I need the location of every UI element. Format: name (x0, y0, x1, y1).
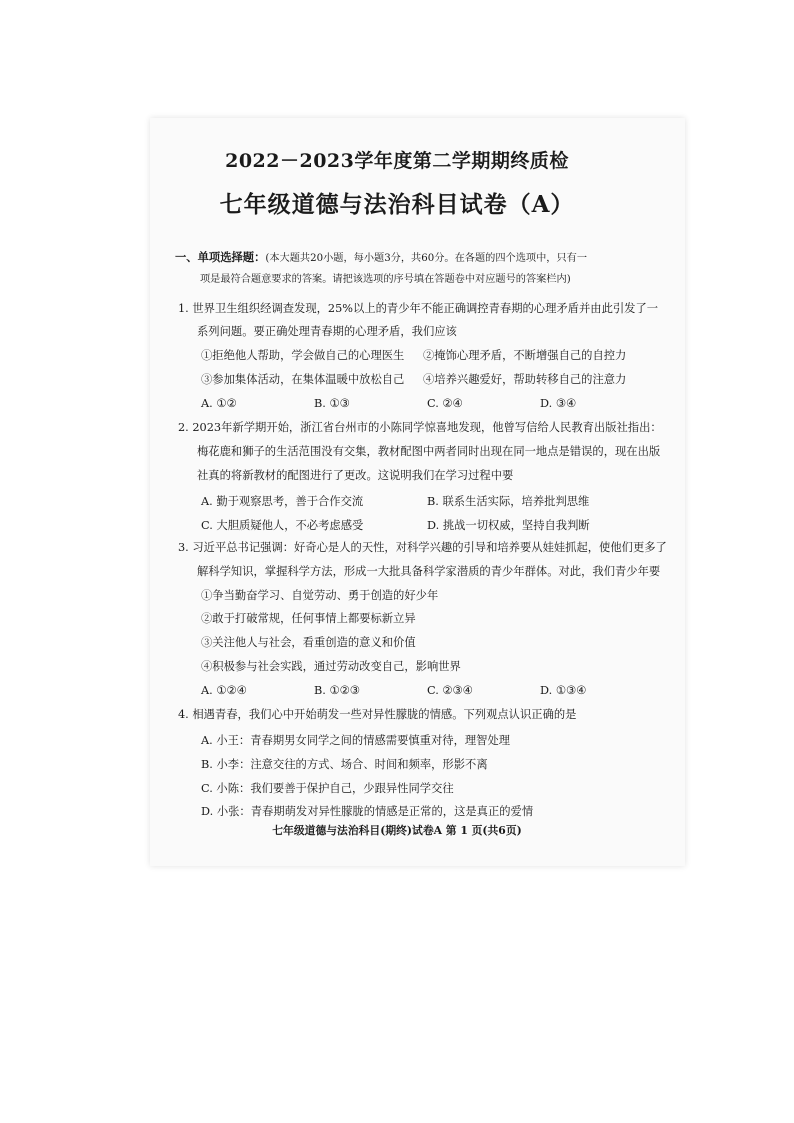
q3-stem-line2: 解科学知识，掌握科学方法，形成一大批具备科学家潜质的青少年群体。对此，我们青少年要 (197, 565, 661, 578)
section-label: 一、单项选择题： (175, 250, 266, 264)
exam-subject-title: 七年级道德与法治科目试卷（A） (219, 191, 575, 218)
q3-statement-4: ④积极参与社会实践，通过劳动改变自己，影响世界 (201, 660, 461, 673)
q3-statement-2: ②敢于打破常规，任何事情上都要标新立异 (201, 612, 416, 625)
q3-statement-1: ①争当勤奋学习、自觉劳动、勇于创造的好少年 (201, 589, 439, 602)
q4-option-d[interactable]: D. 小张：青春期萌发对异性朦胧的情感是正常的，这是真正的爱情 (201, 805, 534, 818)
q3-option-c[interactable]: C. ②③④ (427, 684, 473, 697)
q4-option-a[interactable]: A. 小王：青春期男女同学之间的情感需要慎重对待，理智处理 (201, 734, 511, 747)
q1-stem-line1: 1. 世界卫生组织经调查发现，25%以上的青少年不能正确调控青春期的心理矛盾并由此引发了一 (178, 302, 659, 315)
q3-option-b[interactable]: B. ①②③ (314, 684, 360, 697)
q3-stem-line1: 3. 习近平总书记强调：好奇心是人的天性，对科学兴趣的引导和培养要从娃娃抓起，使他们更多了 (178, 541, 667, 554)
q1-option-d[interactable]: D. ③④ (540, 397, 577, 410)
section-heading (175, 250, 587, 266)
q1-statement-4: ④培养兴趣爱好，帮助转移自己的注意力 (423, 373, 627, 386)
q2-stem-line1: 2. 2023年新学期开始，浙江省台州市的小陈同学惊喜地发现，他曾写信给人民教育出版社指出： (178, 421, 662, 434)
q2-option-b[interactable]: B. 联系生活实际，培养批判思维 (427, 495, 590, 508)
q2-stem-line3: 社真的将新教材的配图进行了更改。这说明我们在学习过程中要 (197, 469, 514, 482)
page-footer: 七年级道德与法治科目(期终)试卷A 第 1 页(共6页) (272, 824, 522, 837)
q4-option-c[interactable]: C. 小陈：我们要善于保护自己，少跟异性同学交往 (201, 782, 454, 795)
q1-option-a[interactable]: A. ①② (201, 397, 237, 410)
q1-statement-1: ①拒绝他人帮助，学会做自己的心理医生 (201, 349, 405, 362)
q2-option-d[interactable]: D. 挑战一切权威，坚持自我判断 (427, 519, 590, 532)
q3-statement-3: ③关注他人与社会，看重创造的意义和价值 (201, 636, 416, 649)
q2-option-a[interactable]: A. 勤于观察思考，善于合作交流 (201, 495, 364, 508)
q3-option-d[interactable]: D. ①③④ (540, 684, 587, 697)
q1-option-c[interactable]: C. ②④ (427, 397, 463, 410)
q4-option-b[interactable]: B. 小李：注意交往的方式、场合、时间和频率，形影不离 (201, 758, 488, 771)
q4-stem-line1: 4. 相遇青春，我们心中开始萌发一些对异性朦胧的情感。下列观点认识正确的是 (178, 708, 577, 721)
q1-statement-2: ②掩饰心理矛盾，不断增强自己的自控力 (423, 349, 627, 362)
q3-option-a[interactable]: A. ①②④ (201, 684, 247, 697)
section-note-line2: 项是最符合题意要求的答案。请把该选项的序号填在答题卷中对应题号的答案栏内) (200, 274, 571, 285)
q2-stem-line2: 梅花鹿和狮子的生活范围没有交集，教材配图中两者同时出现在同一地点是错误的，现在出版 (197, 445, 661, 458)
q2-option-c[interactable]: C. 大胆质疑他人，不必考虑感受 (201, 519, 364, 532)
q1-stem-line2: 系列问题。要正确处理青春期的心理矛盾，我们应该 (197, 325, 457, 338)
exam-term-title: 2022－2023学年度第二学期期终质检 (225, 150, 569, 172)
q1-statement-3: ③参加集体活动，在集体温暖中放松自己 (201, 373, 405, 386)
exam-paper-sheet (150, 118, 685, 866)
q1-option-b[interactable]: B. ①③ (314, 397, 350, 410)
section-note-line1: (本大题共20小题，每小题3分，共60分。在各题的四个选项中，只有一 (265, 253, 588, 264)
